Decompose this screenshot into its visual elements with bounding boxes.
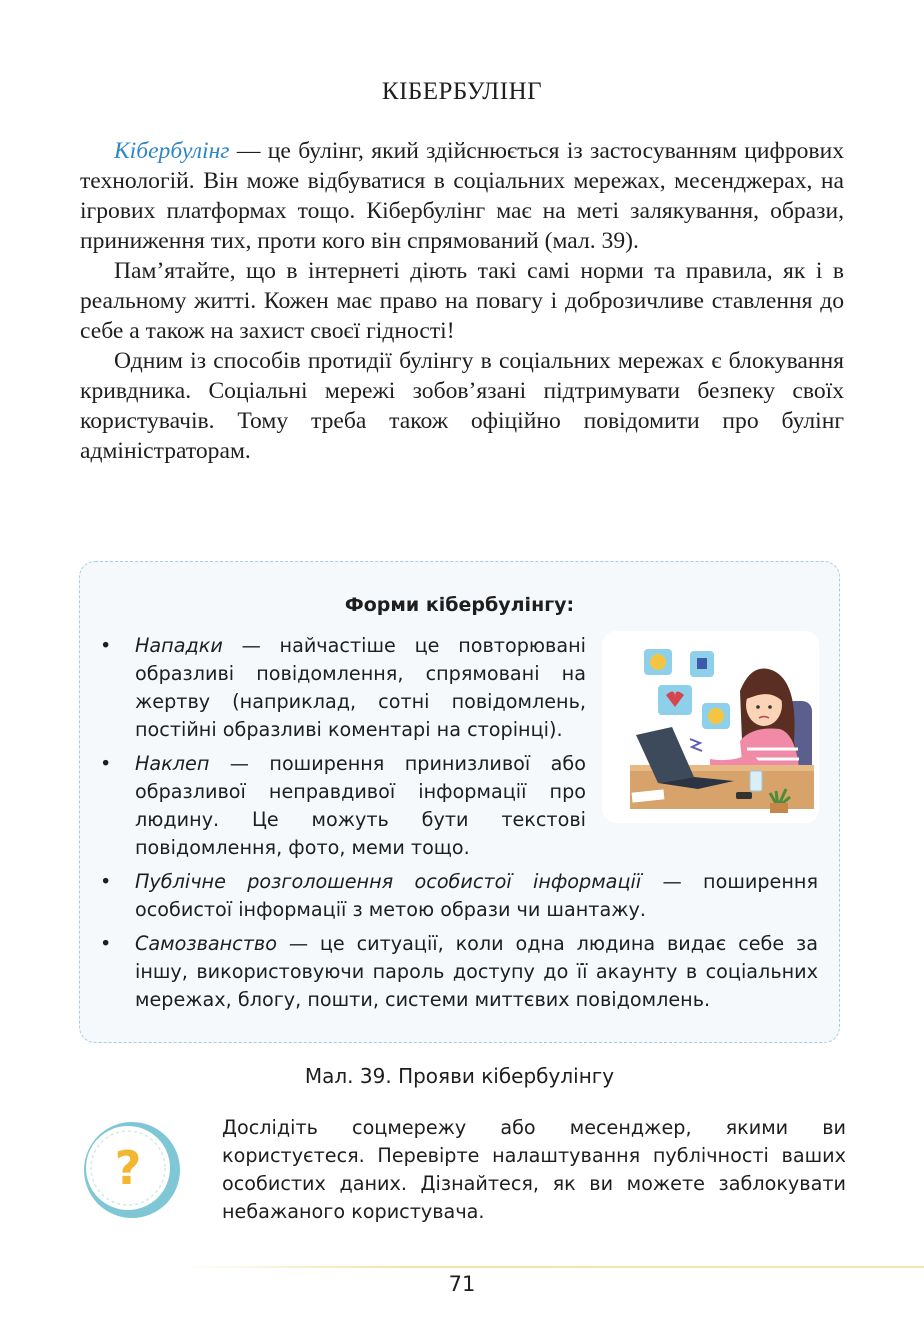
paragraph-1: Кібербулінг — це булінг, який здійснюється із застосуванням цифрових технологій. Він може відбуватися в соціальних мережах, месенджерах, на ігрових платформах тощо. Кібербулінг має на меті залякування, образи, приниження тих, проти кого він спрямований (мал. 39). <box>80 138 844 254</box>
page-number: 71 <box>448 1272 476 1296</box>
body-text <box>80 136 844 466</box>
forms-list <box>100 632 818 1020</box>
list-item-slander: • Наклеп — поширення принизливої або образливої неправдивої інформації про людину. Це можуть бути текстові повідомлення, фото, меми тощо. <box>100 750 586 862</box>
svg-text:?: ? <box>114 1141 142 1195</box>
list-item-impersonation: • Самозванство — це ситуації, коли одна людина видає себе за іншу, використовуючи пароль доступу до її акаунту в соціальних мережах, блогу, пошти, системи миттєвих повідомлень. <box>100 930 818 1014</box>
paragraph-3: Одним із способів протидії булінгу в соціальних мережах є блокування кривдника. Соціальні мережі зобов’язані підтримувати безпеку своїх користувачів. Тому треба також офіційно повідомити про булінг адміністраторам. <box>80 348 844 464</box>
term-cyberbullying: Кібербулінг <box>114 138 230 164</box>
forms-title: Форми кібербулінгу: <box>344 594 575 616</box>
list-item-attacks: • Нападки — найчастіше це повторювані образливі повідомлення, спрямовані на жертву (наприклад, сотні повідомлень, постійні образливі коментарі на сторінці). <box>100 632 586 744</box>
question-icon <box>82 1120 182 1220</box>
paragraph-2: Пам’ятайте, що в інтернеті діють такі самі норми та правила, як і в реальному житті. Кожен має право на повагу і доброзичливе ставлення до себе а також на захист своєї гідності! <box>80 258 844 344</box>
page-title: КІБЕРБУЛІНГ <box>381 78 543 105</box>
task-text: Дослідіть соцмережу або месенджер, якими ви користуєтеся. Перевірте налаштування публічності ваших особистих даних. Дізнайтеся, як ви можете заблокувати небажаного користувача. <box>222 1116 846 1223</box>
figure-caption: Мал. 39. Прояви кібербулінгу <box>304 1064 615 1088</box>
list-item-disclosure: • Публічне розголошення особистої інформації — поширення особистої інформації з метою образи чи шантажу. <box>100 868 818 924</box>
footer-divider <box>180 1266 924 1268</box>
